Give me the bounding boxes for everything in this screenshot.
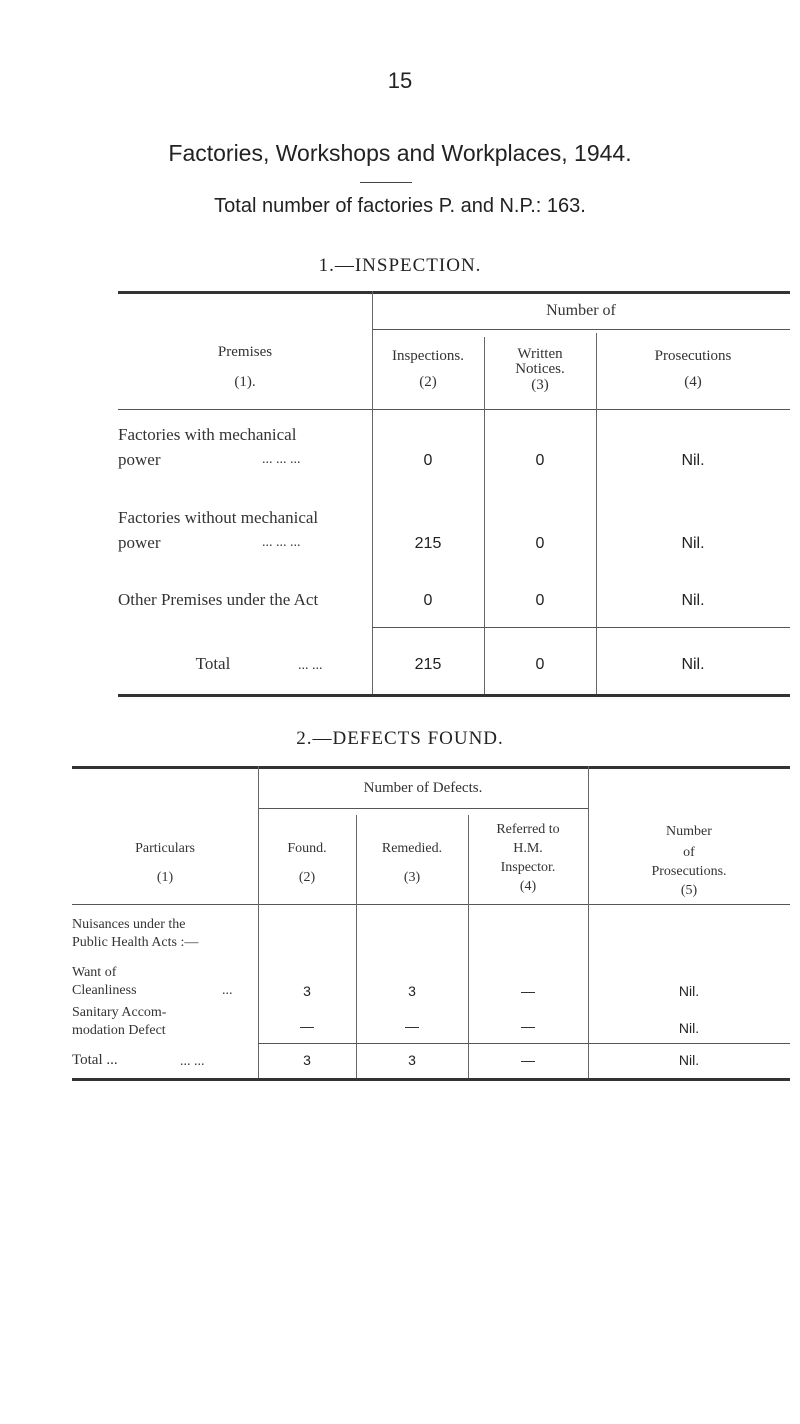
table-row-label: power	[118, 533, 161, 552]
inspections-value: 0	[423, 592, 433, 609]
col-particulars-header: Particulars	[135, 841, 195, 856]
defects-bottom-rule	[72, 1078, 790, 1081]
col-number-header-2: of	[683, 845, 695, 860]
total-found: 3	[303, 1052, 311, 1068]
col-referred-number: (4)	[519, 879, 537, 894]
col-remedied-number: (3)	[403, 870, 421, 885]
remedied-value: 3	[408, 983, 416, 999]
notices-value: 0	[535, 452, 545, 469]
inspection-bottom-rule	[118, 694, 790, 697]
prosecutions-value: Nil.	[681, 592, 705, 609]
total-prosecutions: Nil.	[681, 656, 705, 673]
col-referred-header-2: H.M.	[513, 841, 543, 856]
table-row-label: Cleanliness	[72, 983, 137, 998]
found-value: 3	[303, 983, 311, 999]
prosecutions-value: Nil.	[681, 452, 705, 469]
leader-dots: ... ...	[180, 1054, 205, 1069]
col-particulars-number: (1)	[156, 870, 174, 885]
total-label: Total ...	[72, 1052, 118, 1068]
col-referred-header-3: Inspector.	[500, 860, 556, 875]
col-remedied-header: Remedied.	[381, 841, 443, 856]
leader-dots: ...	[222, 983, 233, 998]
total-inspections: 215	[414, 656, 442, 673]
referred-value: —	[521, 1018, 535, 1034]
defects-heading: 2.—DEFECTS FOUND.	[296, 728, 504, 749]
inspection-heading: 1.—INSPECTION.	[318, 255, 482, 276]
col-prosecutions-header: Prosecutions	[654, 348, 732, 364]
referred-value: —	[521, 983, 535, 999]
total-notices: 0	[535, 656, 545, 673]
table-row-label: Sanitary Accom-	[72, 1005, 167, 1020]
col-written-number: (3)	[531, 377, 549, 393]
col-number-header-1: Number	[666, 824, 712, 839]
notices-value: 0	[535, 535, 545, 552]
inspections-value: 215	[414, 535, 442, 552]
notices-value: 0	[535, 592, 545, 609]
col-inspections-number: (2)	[419, 374, 437, 390]
table-row-label: Factories with mechanical	[118, 425, 297, 444]
inspections-value: 0	[423, 452, 433, 469]
prosecutions-value: Nil.	[681, 535, 705, 552]
prosecutions-value: Nil.	[678, 983, 700, 999]
col-prosecutions-number: (4)	[684, 374, 702, 390]
col-found-number: (2)	[298, 870, 316, 885]
defects-group-header: Number of Defects.	[363, 780, 483, 796]
col-premises-number: (1).	[234, 374, 256, 390]
total-remedied: 3	[408, 1052, 416, 1068]
leader-dots: ... ... ...	[262, 535, 301, 550]
page-number: 15	[387, 68, 413, 93]
leader-dots: ... ... ...	[262, 452, 301, 467]
remedied-value: —	[405, 1018, 419, 1034]
col-premises-header: Premises	[217, 344, 273, 360]
title-rule	[360, 182, 412, 183]
total-label: Total	[195, 654, 231, 673]
table-row-label: Factories without mechanical	[118, 508, 319, 527]
prosecutions-value: Nil.	[678, 1020, 700, 1036]
table-row-label: Other Premises under the Act	[118, 590, 319, 609]
page-title: Factories, Workshops and Workplaces, 1944.	[168, 140, 632, 166]
inspection-group-header: Number of	[546, 302, 616, 319]
col-inspections-header: Inspections.	[391, 348, 465, 364]
defects-top-rule	[72, 766, 790, 769]
found-value: —	[300, 1018, 314, 1034]
col-found-header: Found.	[287, 841, 327, 856]
col-number-header-3: Prosecutions.	[651, 864, 727, 879]
factories-total-line: Total number of factories P. and N.P.: 163.	[214, 195, 586, 217]
total-referred: —	[521, 1052, 535, 1068]
total-prosecutions: Nil.	[678, 1052, 700, 1068]
table-row-label: modation Defect	[72, 1023, 166, 1038]
table-row-label: power	[118, 450, 161, 469]
col-written-header-1: Written	[517, 346, 563, 362]
nuisances-heading: Public Health Acts :—	[72, 935, 199, 950]
col-referred-header-1: Referred to	[496, 822, 560, 837]
col-written-header-2: Notices.	[515, 361, 565, 377]
nuisances-heading: Nuisances under the	[72, 917, 186, 932]
table-row-label: Want of	[72, 965, 117, 980]
leader-dots: ... ...	[298, 658, 323, 673]
inspection-top-rule	[118, 291, 790, 294]
col-number-number: (5)	[680, 883, 698, 898]
